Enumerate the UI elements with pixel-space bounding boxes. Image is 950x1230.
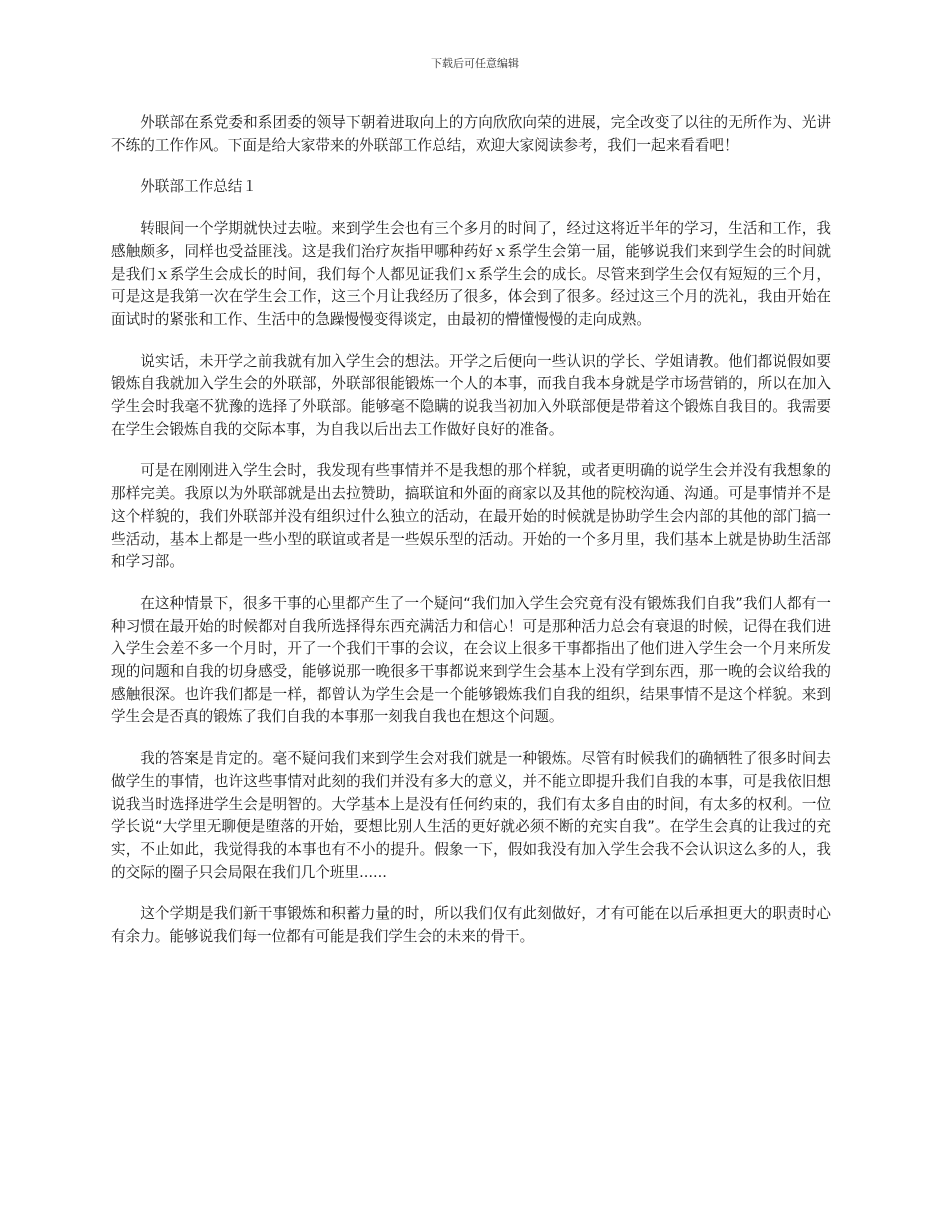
body-paragraph: 这个学期是我们新干事锻炼和积蓄力量的时，所以我们仅有此刻做好，才有可能在以后承担更大的职责时心有余力。能够说我们每一位都有可能是我们学生会的未来的骨干。 [111, 905, 831, 946]
body-paragraph: 转眼间一个学期就快过去啦。来到学生会也有三个多月的时间了，经过这将近半年的学习，生活和工作，我感触颇多，同样也受益匪浅。这是我们治疗灰指甲哪种药好ｘ系学生会第一届，能够说我们来到学生会的时间就是我们ｘ系学生会成长的时间，我们每个人都见证我们ｘ系学生会的成长。尽管来到学生会仅有短短的三个月，可是这是我第一次在学生会工作，这三个月让我经历了很多，体会到了很多。经过这三个月的洗礼，我由开始在面试时的紧张和工作、生活中的急躁慢慢变得谈定，由最初的懵懂慢慢的走向成熟。 [111, 220, 831, 328]
document-body [111, 112, 831, 968]
body-paragraph: 在这种情景下，很多干事的心里都产生了一个疑问“我们加入学生会究竟有没有锻炼我们自我”我们人都有一种习惯在最开始的时候都对自我所选择得东西充满活力和信心！可是那种活力总会有衰退的时候，记得在我们进入学生会差不多一个月时，开了一个我们干事的会议，在会议上很多干事都指出了他们进入学生会一个月来所发现的问题和自我的切身感受，能够说那一晚很多干事都说来到学生会基本上没有学到东西，那一晚的会议给我的感触很深。也许我们都是一样，都曾认为学生会是一个能够锻炼我们自我的组织，结果事情不是这个样貌。来到学生会是否真的锻炼了我们自我的本事那一刻我自我也在想这个问题。 [111, 594, 831, 726]
body-paragraph: 说实话，未开学之前我就有加入学生会的想法。开学之后便向一些认识的学长、学姐请教。他们都说假如要锻炼自我就加入学生会的外联部，外联部很能锻炼一个人的本事，而我自我本身就是学市场营销的，所以在加入学生会时我毫不犹豫的选择了外联部。能够毫不隐瞒的说我当初加入外联部便是带着这个锻炼自我目的。我需要在学生会锻炼自我的交际本事，为自我以后出去工作做好良好的准备。 [111, 352, 831, 438]
body-paragraph: 我的答案是肯定的。毫不疑问我们来到学生会对我们就是一种锻炼。尽管有时候我们的确牺牲了很多时间去做学生的事情，也许这些事情对此刻的我们并没有多大的意义，并不能立即提升我们自我的本事，可是我依旧想说我当时选择进学生会是明智的。大学基本上是没有任何约束的，我们有太多自由的时间，有太多的权利。一位学长说“大学里无聊便是堕落的开始，要想比别人生活的更好就必须不断的充实自我”。在学生会真的让我过的充实，不止如此，我觉得我的本事也有不小的提升。假象一下，假如我没有加入学生会我不会认识这么多的人，我的交际的圈子只会局限在我们几个班里...... [111, 750, 831, 881]
section-heading: 外联部工作总结１ [140, 178, 257, 196]
body-paragraph: 可是在刚刚进入学生会时，我发现有些事情并不是我想的那个样貌，或者更明确的说学生会并没有我想象的那样完美。我原以为外联部就是出去拉赞助，搞联谊和外面的商家以及其他的院校沟通、沟通。可是事情并不是这个样貌的，我们外联部并没有组织过什么独立的活动，在最开始的时候就是协助学生会内部的其他的部门搞一些活动，基本上都是一些小型的联谊或者是一些娱乐型的活动。开始的一个多月里，我们基本上就是协助生活部和学习部。 [111, 462, 831, 571]
intro-paragraph: 外联部在系党委和系团委的领导下朝着进取向上的方向欣欣向荣的进展，完全改变了以往的无所作为、光讲不练的工作作风。下面是给大家带来的外联部工作总结，欢迎大家阅读参考，我们一起来看看吧！ [111, 114, 831, 154]
page-header: 下载后可任意编辑 [431, 57, 519, 70]
